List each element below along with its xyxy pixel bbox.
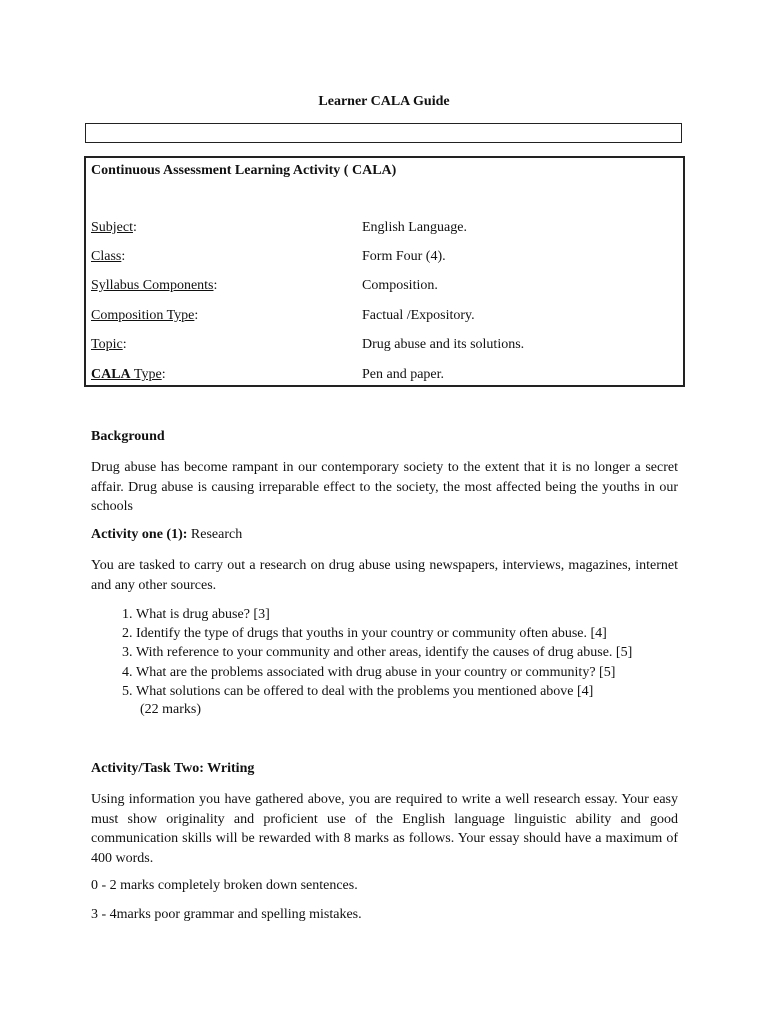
question-list	[91, 605, 678, 701]
info-row-composition-type	[91, 308, 676, 326]
list-item: 2. Identify the type of drugs that youths in your country or community often abuse. [4]	[136, 624, 678, 643]
cala-info-box	[84, 156, 685, 387]
blank-box	[85, 123, 682, 143]
info-label: Topic:	[91, 337, 127, 352]
list-item: 1. What is drug abuse? [3]	[136, 605, 678, 624]
info-label: Composition Type:	[91, 308, 199, 323]
background-text: Drug abuse has become rampant in our contemporary society to the extent that it is no longer a secret affair. Drug abuse is causing irreparable effect to the society, the most affected being the youths in our schools	[91, 460, 678, 514]
document-title: Learner CALA Guide	[318, 94, 450, 109]
info-value: Composition.	[362, 278, 438, 293]
total-marks: (22 marks)	[140, 702, 202, 717]
info-value: Factual /Expository.	[362, 308, 475, 323]
info-row-class	[91, 249, 676, 267]
info-row-syllabus	[91, 278, 676, 296]
info-label: CALA Type:	[91, 367, 166, 382]
criteria-item: 3 - 4marks poor grammar and spelling mistakes.	[91, 907, 362, 922]
activity-one-heading: Activity one (1): Research	[91, 527, 243, 542]
background-heading: Background	[91, 429, 165, 444]
info-label: Syllabus Components:	[91, 278, 218, 293]
list-item: 3. With reference to your community and other areas, identify the causes of drug abuse. [5]	[136, 643, 678, 662]
info-value: English Language.	[362, 220, 467, 235]
info-label: Class:	[91, 249, 126, 264]
activity-two-text: Using information you have gathered above, you are required to write a well research essay. Your easy must show originality and proficient use of the English language linguistic ability and good communication skills will be rewarded with 8 marks as follows. Your essay should have a maximum of 400 words.	[91, 792, 678, 866]
activity-two-heading: Activity/Task Two: Writing	[91, 761, 255, 776]
list-item: 4. What are the problems associated with drug abuse in your country or community? [5]	[136, 663, 678, 682]
info-row-cala-type	[91, 367, 676, 385]
info-label: Subject:	[91, 220, 137, 235]
list-item: 5. What solutions can be offered to deal with the problems you mentioned above [4]	[136, 682, 678, 701]
info-row-topic	[91, 337, 676, 355]
info-row-subject	[91, 220, 676, 238]
criteria-item: 0 - 2 marks completely broken down sentences.	[91, 878, 358, 893]
info-value: Pen and paper.	[362, 367, 445, 382]
info-value: Drug abuse and its solutions.	[362, 337, 525, 352]
cala-heading: Continuous Assessment Learning Activity ( CALA)	[91, 163, 397, 178]
activity-one-intro: You are tasked to carry out a research on drug abuse using newspapers, interviews, magazines, internet and any other sources.	[91, 558, 678, 593]
info-value: Form Four (4).	[362, 249, 446, 264]
